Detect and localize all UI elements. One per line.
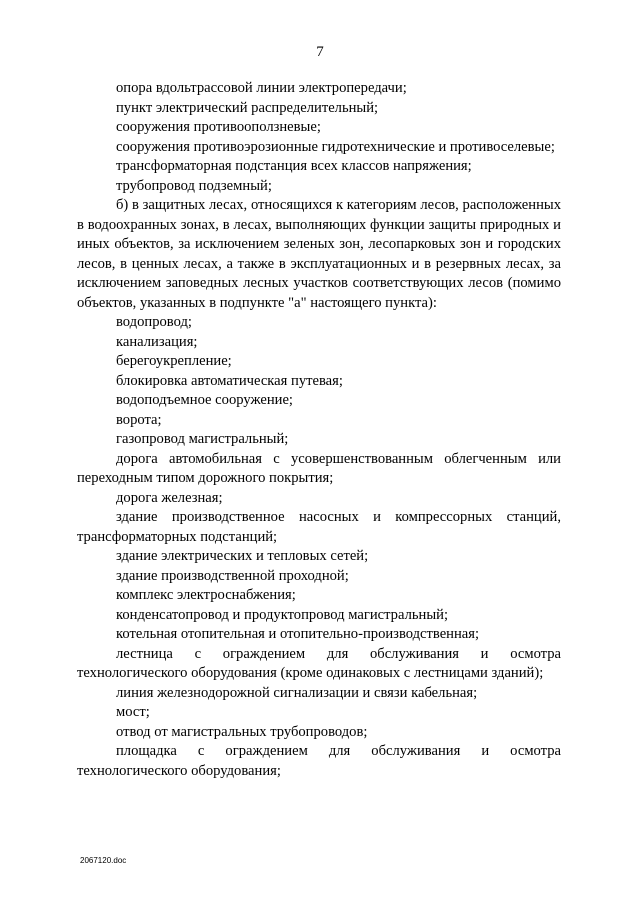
page-number: 7 — [316, 44, 324, 60]
document-body — [77, 79, 561, 781]
paragraph: водопровод; — [116, 314, 192, 330]
paragraph: дорога автомобильная с усовершенствованным облегченным или переходным типом дорожного покрытия; — [77, 450, 561, 486]
paragraph: трансформаторная подстанция всех классов напряжения; — [116, 158, 472, 174]
paragraph: водоподъемное сооружение; — [116, 392, 293, 408]
paragraph: мост; — [116, 704, 150, 720]
paragraph: котельная отопительная и отопительно-производственная; — [116, 626, 480, 642]
paragraph: здание производственной проходной; — [116, 567, 349, 584]
paragraph: ворота; — [116, 411, 162, 428]
paragraph: трубопровод подземный; — [116, 177, 272, 194]
paragraph: конденсатопровод и продуктопровод магистральный; — [116, 606, 448, 623]
footer-filename: 2067120.doc — [80, 856, 127, 865]
paragraph: сооружения противоэрозионные гидротехнические и противоселевые; — [116, 138, 555, 155]
paragraph: сооружения противооползневые; — [116, 119, 321, 135]
paragraph: лестница с ограждением для обслуживания и осмотра технологического оборудования (кроме одинаковых с лестницами зданий); — [77, 645, 561, 681]
paragraph: газопровод магистральный; — [116, 431, 289, 447]
paragraph: б) в защитных лесах, относящихся к категориям лесов, расположенных в водоохранных зонах, в лесах, выполняющих функции защиты природных и иных объектов, за исключением зеленых зон, лесопарковых зон и городских лесов, в ценных лесах, а также в эксплуатационных и в резервных лесах, за исключением заповедных лесных участков соответствующих лесов (помимо объектов, указанных в подпункте "а" настоящего пункта): — [77, 197, 561, 311]
paragraph: площадка с ограждением для обслуживания и осмотра технологического оборудования; — [77, 743, 561, 779]
paragraph: линия железнодорожной сигнализации и связи кабельная; — [116, 684, 478, 701]
paragraph: здание электрических и тепловых сетей; — [116, 548, 369, 564]
paragraph: отвод от магистральных трубопроводов; — [116, 723, 368, 740]
paragraph: берегоукрепление; — [116, 353, 232, 369]
paragraph: пункт электрический распределительный; — [116, 99, 379, 116]
paragraph: дорога железная; — [116, 489, 223, 506]
paragraph: комплекс электроснабжения; — [116, 587, 296, 603]
paragraph: опора вдольтрассовой линии электропередачи; — [116, 80, 407, 96]
paragraph: блокировка автоматическая путевая; — [116, 372, 343, 389]
paragraph: здание производственное насосных и компрессорных станций, трансформаторных подстанций; — [77, 509, 561, 545]
paragraph: канализация; — [116, 333, 198, 350]
